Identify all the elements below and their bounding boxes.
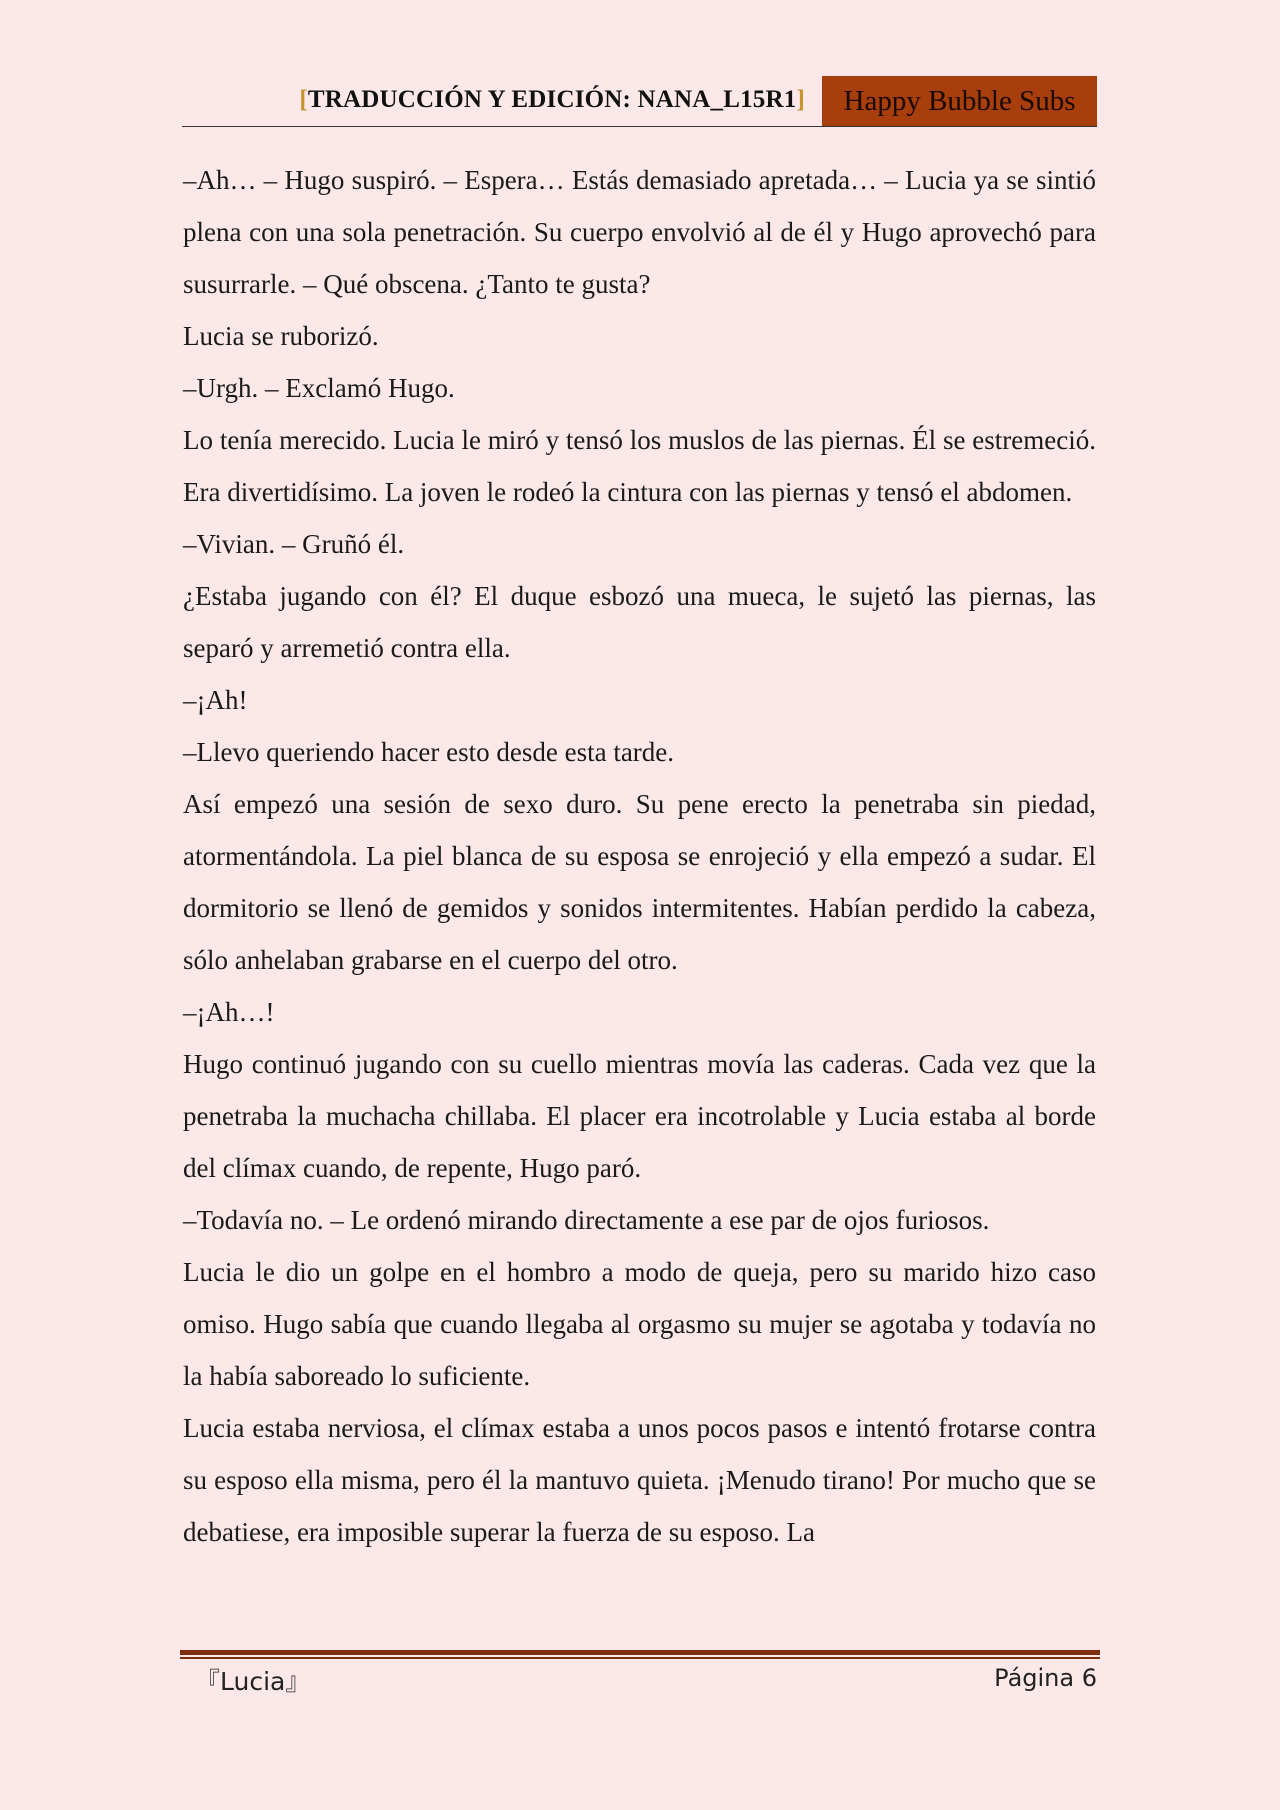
paragraph: Lo tenía merecido. Lucia le miró y tensó los muslos de las piernas. Él se estremeció. Era divertidísimo. La joven le rodeó la cintura con las piernas y tensó el abdomen. — [183, 425, 1096, 507]
paragraph: ¿Estaba jugando con él? El duque esbozó una mueca, le sujetó las piernas, las separó y arremetió contra ella. — [183, 581, 1096, 663]
credit-text: TRADUCCIÓN Y EDICIÓN: NANA_L15R1 — [307, 86, 797, 113]
paragraph: –Urgh. – Exclamó Hugo. — [183, 373, 455, 403]
translation-credit — [299, 86, 805, 114]
paragraph: Lucia se ruborizó. — [183, 321, 379, 351]
footer-book-title: 『Lucia』 — [195, 1667, 311, 1696]
paragraph: –¡Ah! — [183, 685, 248, 715]
footer-divider-thick — [180, 1650, 1100, 1655]
paragraph: –Vivian. – Gruñó él. — [183, 529, 405, 559]
paragraph: Lucia estaba nerviosa, el clímax estaba a unos pocos pasos e intentó frotarse contra su esposo ella misma, pero él la mantuvo quieta. ¡Menudo tirano! Por mucho que se debatiese, era imposible superar la fuerza de su esposo. La — [183, 1413, 1096, 1547]
paragraph: –Ah… – Hugo suspiró. – Espera… Estás demasiado apretada… – Lucia ya se sintió plena con una sola penetración. Su cuerpo envolvió al de él y Hugo aprovechó para susurrarle. – Qué obscena. ¿Tanto te gusta? — [183, 165, 1096, 299]
paragraph: Lucia le dio un golpe en el hombro a modo de queja, pero su marido hizo caso omiso. Hugo sabía que cuando llegaba al orgasmo su mujer se agotaba y todavía no la había saboreado lo suficiente. — [183, 1257, 1096, 1391]
credit-bracket-close: ] — [796, 86, 805, 113]
paragraph: Así empezó una sesión de sexo duro. Su pene erecto la penetraba sin piedad, atormentándola. La piel blanca de su esposa se enrojeció y ella empezó a sudar. El dormitorio se llenó de gemidos y sonidos intermitentes. Habían perdido la cabeza, sólo anhelaban grabarse en el cuerpo del otro. — [183, 789, 1096, 975]
footer-page-number: Página 6 — [994, 1664, 1097, 1692]
page-body — [183, 154, 1096, 1558]
page-header — [182, 76, 1097, 127]
paragraph: –Llevo queriendo hacer esto desde esta tarde. — [183, 737, 675, 767]
brand-label: Happy Bubble Subs — [822, 76, 1097, 126]
paragraph: –¡Ah…! — [183, 997, 275, 1027]
paragraph: –Todavía no. – Le ordenó mirando directamente a ese par de ojos furiosos. — [183, 1205, 990, 1235]
footer-divider-thin — [180, 1657, 1100, 1659]
credit-bracket-open: [ — [299, 86, 308, 113]
paragraph: Hugo continuó jugando con su cuello mientras movía las caderas. Cada vez que la penetraba la muchacha chillaba. El placer era incotrolable y Lucia estaba al borde del clímax cuando, de repente, Hugo paró. — [183, 1049, 1096, 1183]
